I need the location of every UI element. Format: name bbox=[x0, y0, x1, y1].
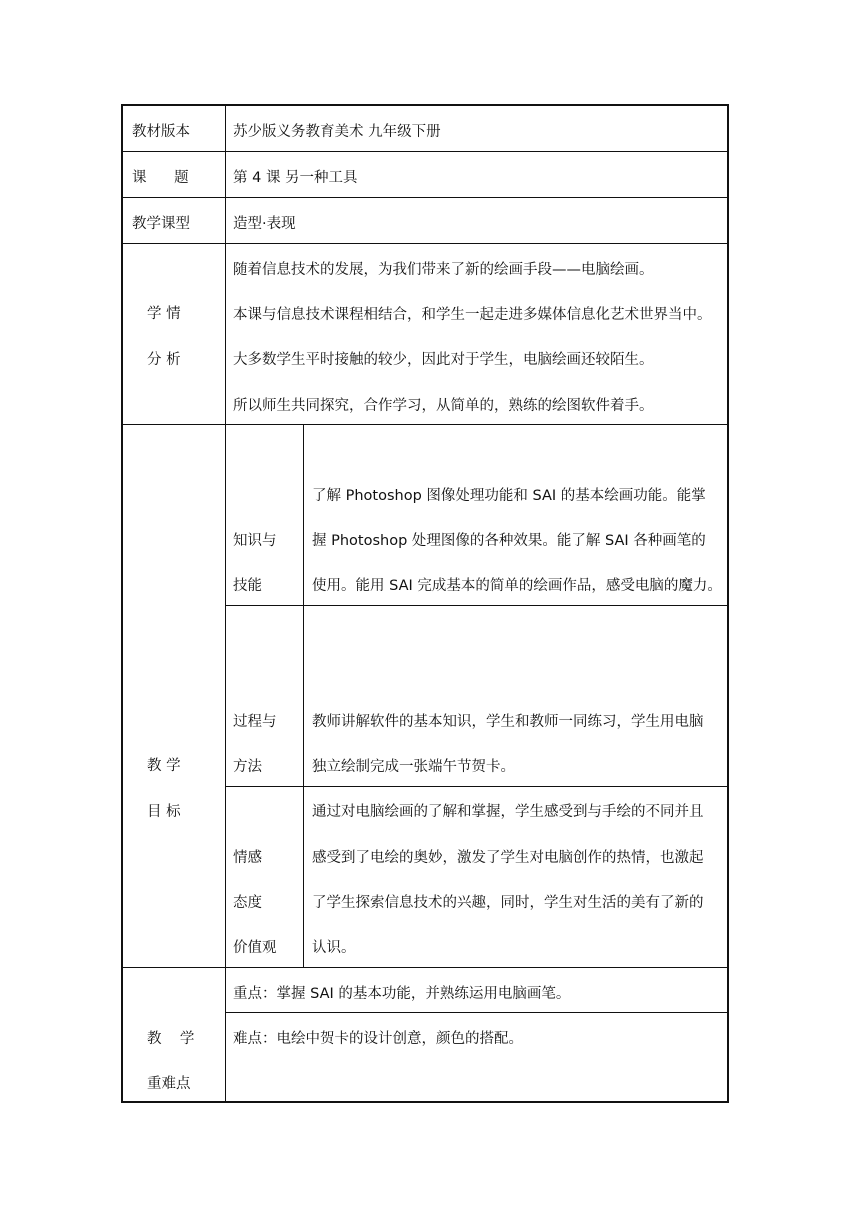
process-label-line1: 过程与 bbox=[233, 714, 277, 730]
subrow-divider bbox=[225, 605, 729, 606]
key-points-label-line2: 重难点 bbox=[147, 1076, 191, 1092]
row-divider bbox=[121, 151, 729, 152]
edition-label: 教材版本 bbox=[132, 124, 190, 140]
knowledge-text-line: 了解 Photoshop 图像处理功能和 SAI 的基本绘画功能。能掌 bbox=[312, 488, 706, 504]
analysis-label-line1: 学 情 bbox=[147, 306, 181, 322]
lesson-type-label: 教学课型 bbox=[132, 216, 190, 232]
row-divider bbox=[121, 424, 729, 425]
analysis-paragraph: 所以师生共同探究，合作学习，从简单的，熟练的绘图软件着手。 bbox=[233, 398, 654, 414]
emotion-text-line: 通过对电脑绘画的了解和掌握，学生感受到与手绘的不同并且 bbox=[312, 804, 704, 820]
process-text-line: 教师讲解软件的基本知识，学生和教师一同练习，学生用电脑 bbox=[312, 714, 704, 730]
subrow-divider bbox=[225, 786, 729, 787]
row-divider bbox=[121, 243, 729, 244]
table-border-bottom bbox=[121, 1101, 729, 1103]
objectives-label-line2: 目 标 bbox=[147, 804, 181, 820]
sublabel-column-divider bbox=[303, 424, 304, 967]
row-divider bbox=[121, 967, 729, 968]
emotion-label-line2: 态度 bbox=[233, 895, 262, 911]
knowledge-label-line2: 技能 bbox=[233, 578, 262, 594]
topic-value: 第 4 课 另一种工具 bbox=[233, 170, 358, 186]
emotion-text-line: 感受到了电绘的奥妙，激发了学生对电脑创作的热情，也激起 bbox=[312, 850, 704, 866]
analysis-paragraph: 大多数学生平时接触的较少，因此对于学生，电脑绘画还较陌生。 bbox=[233, 352, 654, 368]
knowledge-text-line: 握 Photoshop 处理图像的各种效果。能了解 SAI 各种画笔的 bbox=[312, 533, 706, 549]
key-points-focus: 重点：掌握 SAI 的基本功能，并熟练运用电脑画笔。 bbox=[233, 986, 571, 1002]
process-label-line2: 方法 bbox=[233, 759, 262, 775]
table-border-right bbox=[727, 104, 729, 1103]
subrow-divider bbox=[225, 1012, 729, 1013]
label-column-divider bbox=[225, 104, 226, 1102]
edition-value: 苏少版义务教育美术 九年级下册 bbox=[233, 124, 441, 140]
row-divider bbox=[121, 197, 729, 198]
key-points-difficulty: 难点：电绘中贺卡的设计创意，颜色的搭配。 bbox=[233, 1031, 523, 1047]
knowledge-text-line: 使用。能用 SAI 完成基本的简单的绘画作品，感受电脑的魔力。 bbox=[312, 578, 722, 594]
lesson-type-value: 造型·表现 bbox=[233, 216, 296, 232]
emotion-label-line1: 情感 bbox=[233, 850, 262, 866]
knowledge-label-line1: 知识与 bbox=[233, 533, 277, 549]
key-points-label-line1: 教 学 bbox=[147, 1031, 195, 1047]
topic-label: 课 题 bbox=[132, 170, 189, 186]
emotion-text-line: 了学生探索信息技术的兴趣，同时，学生对生活的美有了新的 bbox=[312, 895, 704, 911]
analysis-paragraph: 随着信息技术的发展，为我们带来了新的绘画手段——电脑绘画。 bbox=[233, 262, 654, 278]
analysis-paragraph: 本课与信息技术课程相结合，和学生一起走进多媒体信息化艺术世界当中。 bbox=[233, 307, 712, 323]
emotion-text-line: 认识。 bbox=[312, 940, 356, 956]
table-border-top bbox=[121, 104, 729, 106]
table-border-left bbox=[121, 104, 123, 1103]
objectives-label-line1: 教 学 bbox=[147, 758, 181, 774]
process-text-line: 独立绘制完成一张端午节贺卡。 bbox=[312, 759, 515, 775]
emotion-label-line3: 价值观 bbox=[233, 940, 277, 956]
analysis-label-line2: 分 析 bbox=[147, 352, 181, 368]
